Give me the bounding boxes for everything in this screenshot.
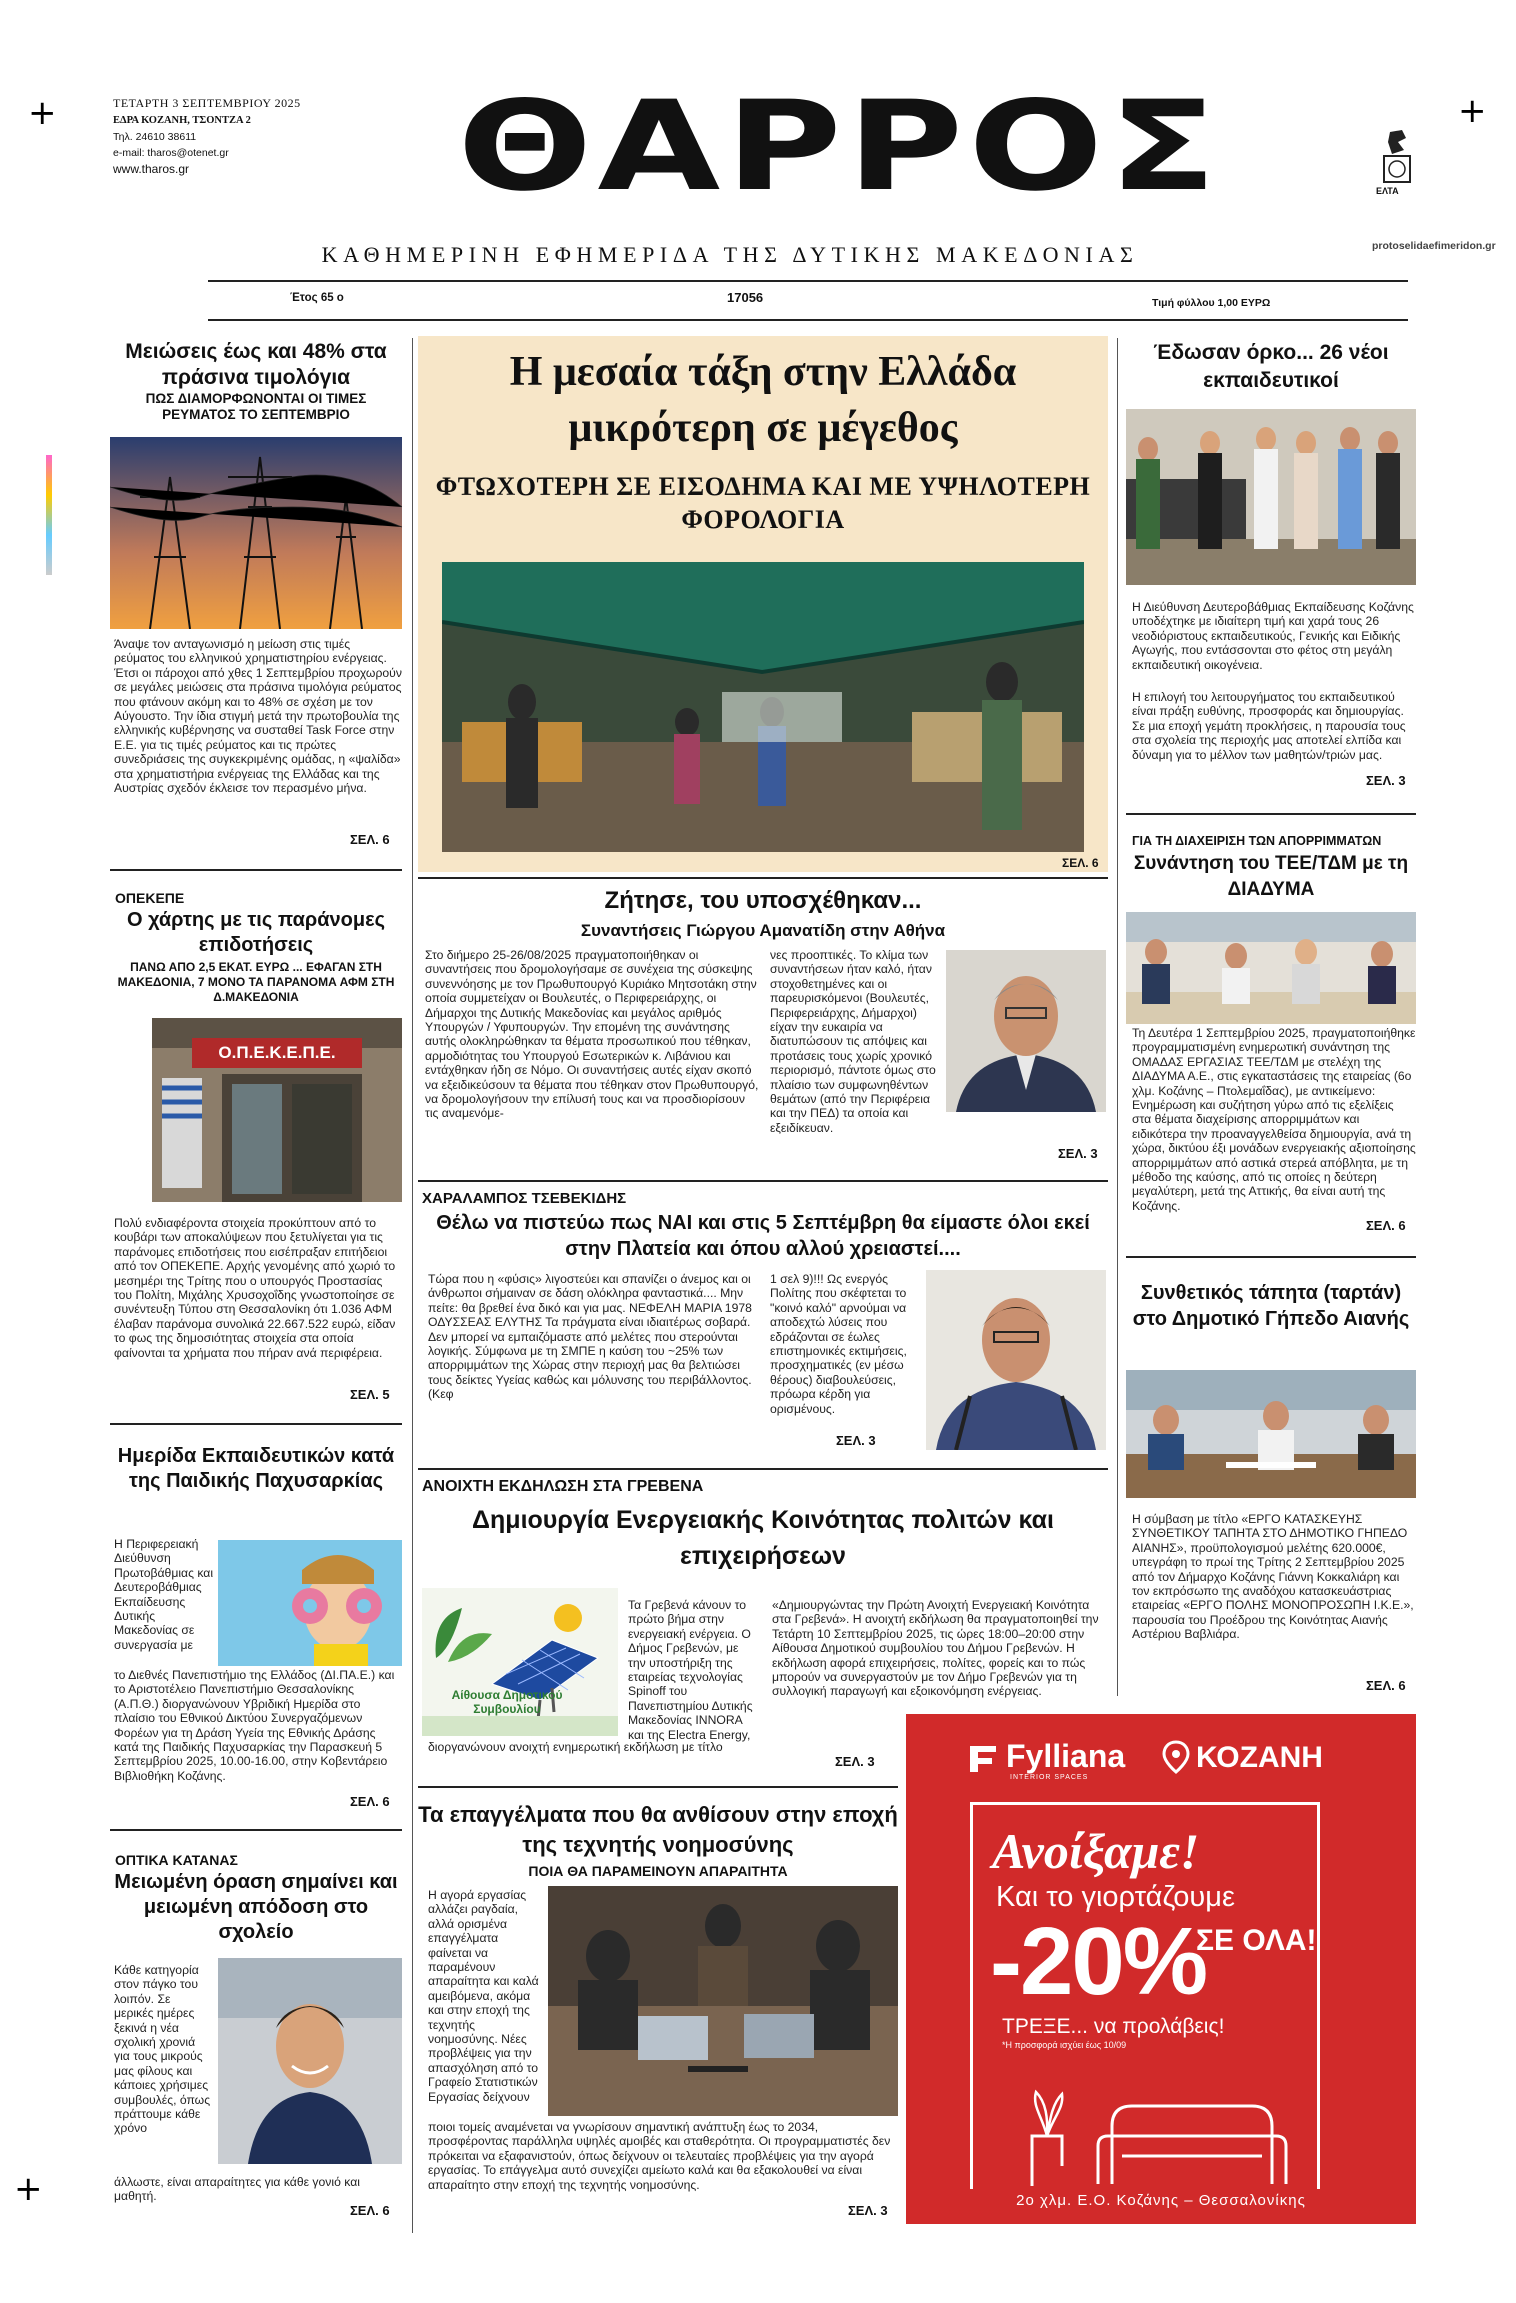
- article-subtitle: ΠΩΣ ΔΙΑΜΟΡΦΩΝΟΝΤΑΙ ΟΙ ΤΙΜΕΣ ΡΕΥΜΑΤΟΣ ΤΟ ΣΕΠΤΕΜΒΡΙΟ: [145, 391, 367, 422]
- section-rule: [1126, 1256, 1416, 1258]
- section-rule: [418, 1468, 1108, 1470]
- page-ref[interactable]: ΣΕΛ. 6: [350, 832, 390, 847]
- masthead-date: ΤΕΤΑΡΤΗ 3 ΣΕΠΤΕΜΒΡΙΟΥ 2025: [113, 96, 301, 110]
- ad-all: ΣΕ ΟΛΑ!: [1196, 1924, 1317, 1957]
- column-rule-right: [1117, 338, 1118, 1696]
- source-label: protoselidaefimeridon.gr: [1372, 240, 1496, 252]
- newspaper-subtitle: ΚΑΘΗΜΕΡΙΝΗ ΕΦΗΜΕΡΙΔΑ ΤΗΣ ΔΥΤΙΚΗΣ ΜΑΚΕΔΟΝΙΑΣ: [321, 242, 1139, 267]
- article-kicker: ΑΝΟΙΧΤΗ ΕΚΔΗΛΩΣΗ ΣΤΑ ΓΡΕΒΕΝΑ: [422, 1478, 704, 1495]
- section-rule: [110, 1423, 402, 1425]
- article-title[interactable]: Τα επαγγέλματα που θα ανθίσουν στην εποχή της τεχνητής νοημοσύνης: [418, 1802, 898, 1857]
- article-body: «Δημιουργώντας την Πρώτη Ανοιχτή Ενεργειακή Κοινότητα στα Γρεβενά». Η ανοιχτή εκδήλωση θα πραγματοποιηθεί την Τετάρτη 10 Σεπτεμβρίου 2025, τις ώρες 18:00–20:00 στην Αίθουσα Δημοτικού συμβουλίου του Δήμου Γρεβενών. Η εκδήλωση αφορά επιχειρήσεις, πολίτες, φορείς και το πώς μπορούν να συνεργαστούν με τον Δήμο Γρεβενών για τη συλλογική παραγωγή και εξοικονόμηση ενέργειας.: [772, 1598, 1099, 1699]
- ad-brand: Fylliana: [1006, 1738, 1126, 1774]
- crop-mark: +: [1458, 91, 1487, 131]
- article-body: Η αγορά εργασίας αλλάζει ραγδαία, αλλά ορισμένα επαγγέλματα φαίνεται να παραμένουν απαραίτητα και καλά αμειβόμενα, ακόμα και στην εποχή της τεχνητής νοημοσύνης. Νέες προβλέψεις για την απασχόληση από το Γραφείο Στατιστικών Εργασίας δείχνουν: [428, 1888, 539, 2104]
- article-title[interactable]: Ζήτησε, του υποσχέθηκαν...: [604, 887, 922, 914]
- newspaper-title: ΘΑΡΡΟΣ: [457, 75, 1223, 219]
- ad-city: ΚΟΖΑΝΗ: [1196, 1741, 1323, 1774]
- article-title[interactable]: Μειώσεις έως και 48% στα πράσινα τιμολόγια: [125, 340, 387, 389]
- article-body: Στο διήμερο 25-26/08/2025 πραγματοποιήθηκαν οι συναντήσεις που δρομολογήσαμε σε συνέχεια της σύσκεψης συνεννόησης με τον Πρωθυπουργό Κυριάκο Μητσοτάκη στην οποία συμμετείχαν οι Βουλευτές, ο Περιφερειάρχης, οι Δήμαρχοι της Δυτικής Μακεδονίας και μεγάλος αριθμός Υπουργών / Υφυπουργών. Την επομένη της συνάντησης αυτής ολοκληρώθηκαν τα θέματα προσωπικού που τέθηκαν, αρμοδιότητας του Υπουργού Εσωτερικών κ. Λιβάνιου και εντάχθηκαν ήδη σε Νόμο. Οι συναντήσεις αυτές είχαν σκοπό να εξειδικεύσουν τα θέματα που τέθηκαν στον Πρωθυπουργό, να δρομολογήσουν την επίλυσή τους και να προσδιορίσουν τις αναμενόμε-: [425, 948, 759, 1121]
- masthead-rule-2: [208, 319, 1408, 321]
- article-title[interactable]: Ο χάρτης με τις παράνομες επιδοτήσεις: [126, 909, 386, 956]
- article-body: το Διεθνές Πανεπιστήμιο της Ελλάδος (ΔΙ.ΠΑ.Ε.) και το Αριστοτέλειο Πανεπιστήμιο Θεσσαλονίκης (Α.Π.Θ.) διοργανώνουν Υβριδική Ημερίδα στο πλαίσιο του Εθνικού Δικτύου Συνεργαζόμενων Φορέων για τη Δράση Υγεία της Εθνικής Δράσης κατά της Παιδικής Παχυσαρκίας την Παρασκευή 5 Σεπτεμβρίου 2025, 10.00-16.00, στην Κοβεντάρειο Βιβλιοθήκη Κοζάνης.: [114, 1668, 395, 1783]
- crop-mark: +: [14, 2169, 43, 2209]
- article-kicker: ΟΠΤΙΚΑ ΚΑΤΑΝΑΣ: [115, 1852, 238, 1868]
- tsevekidis-portrait-photo: [926, 1270, 1106, 1450]
- article-title[interactable]: Συνθετικός τάπητα (ταρτάν) στο Δημοτικό Γήπεδο Αιανής: [1132, 1282, 1410, 1330]
- article-body: 1 σελ 9)!!! Ως ενεργός Πολίτης που σκέφτεται το "κοινό καλό" αρνούμαι να αποδεχτώ λύσεις που εδράζονται σε έωλες επιστημονικές εκτιμήσεις, προσχηματικές (εν μέσω θέρους) διαβουλεύσεις, πρόωρα κέρδη για ορισμένους.: [770, 1272, 907, 1416]
- solar-panel-image: [422, 1588, 618, 1736]
- tee-meeting-photo: [1126, 912, 1416, 1024]
- ad-celebrate: Και το γιορτάζουμε: [996, 1881, 1235, 1913]
- workers-laptops-photo: [548, 1886, 898, 2116]
- article-body: άλλωστε, είναι απαραίτητες για κάθε γονιό και μαθητή.: [114, 2175, 360, 2204]
- page-ref[interactable]: ΣΕΛ. 6: [350, 2203, 390, 2218]
- article-subtitle: Συναντήσεις Γιώργου Αμανατίδη στην Αθήνα: [580, 921, 946, 940]
- article-body: Άναψε τον ανταγωνισμό η μείωση στις τιμές ρεύματος του ελληνικού χρηματιστηρίου ενέργειας. Έτσι οι πάροχοι από χθες 1 Σεπτεμβρίου προχωρούν σε μεγάλες μειώσεις στα πράσινα τιμολόγια ρεύματος που φτάνουν ακόμη και το 48% σε σχέση με τον Αύγουστο. Την ίδια στιγμή μετά την πρωτοβουλία της ελληνικής κυβέρνησης να συσταθεί Task Force στην Ε.Ε. για τις τιμές ρεύματος και τις πρώτες συνεδριάσεις της συγκεκριμένης ομάδας, η «ψαλίδα» στα χρηματιστήρια ενέργειας της Ελλάδας και της Αυστρίας σχεδόν έκλεισε τον περασμένο μήνα.: [114, 637, 402, 796]
- solar-image-caption: Αίθουσα Δημοτικού Συμβουλίου: [451, 1688, 563, 1716]
- article-subtitle: ΠΟΙΑ ΘΑ ΠΑΡΑΜΕΙΝΟΥΝ ΑΠΑΡΑΙΤΗΤΑ: [528, 1863, 788, 1879]
- ad-note: *Η προσφορά ισχύει έως 10/09: [1002, 2040, 1127, 2050]
- section-rule: [418, 1786, 898, 1788]
- page-ref[interactable]: ΣΕΛ. 3: [1058, 1146, 1098, 1161]
- article-body: Η επιλογή του λειτουργήματος του εκπαιδευτικού είναι πράξη ευθύνης, προσφοράς και δημιουργίας. Σε μια εποχή γεμάτη προκλήσεις, η παρουσία τους στα σχολεία της περιοχής μας αποτελεί ελπίδα και δύναμη για το μέλλον των μαθητών/τριών μας.: [1132, 690, 1406, 762]
- optician-portrait-photo: [218, 1958, 402, 2164]
- ad-open: Ανοίξαμε!: [992, 1823, 1200, 1879]
- page-ref[interactable]: ΣΕΛ. 3: [836, 1433, 876, 1448]
- column-rule-left: [412, 338, 413, 2233]
- page-ref[interactable]: ΣΕΛ. 5: [350, 1387, 390, 1402]
- page-ref[interactable]: ΣΕΛ. 6: [1366, 1678, 1406, 1693]
- page-ref[interactable]: ΣΕΛ. 6: [1062, 856, 1099, 870]
- page-ref[interactable]: ΣΕΛ. 6: [350, 1794, 390, 1809]
- market-photo: [442, 562, 1084, 852]
- power-lines-photo: [110, 437, 402, 629]
- elta-stamp-icon: [1380, 128, 1414, 186]
- article-body: Τα Γρεβενά κάνουν το πρώτο βήμα στην ενεργειακή ενέργεια. Ο Δήμος Γρεβενών, με την υποστήριξη της εταιρείας τεχνολογίας Spinoff του Πανεπιστημίου Δυτικής Μακεδονίας INNORA και της Electra Energy,: [628, 1598, 753, 1742]
- article-title[interactable]: Ημερίδα Εκπαιδευτικών κατά της Παιδικής Παχυσαρκίας: [117, 1445, 395, 1492]
- masthead-website[interactable]: www.tharos.gr: [113, 162, 190, 176]
- opekepe-building-photo: [152, 1018, 402, 1202]
- article-title[interactable]: Μειωμένη όραση σημαίνει και μειωμένη απόδοση στο σχολείο: [114, 1871, 398, 1943]
- section-rule: [110, 869, 402, 871]
- child-donut-photo: [218, 1540, 402, 1666]
- ad-hurry: ΤΡΕΞΕ... να προλάβεις!: [1002, 2015, 1225, 2038]
- article-title[interactable]: Συνάντηση του ΤΕΕ/ΤΔΜ με τη ΔΙΑΔΥΜΑ: [1133, 853, 1409, 900]
- page-ref[interactable]: ΣΕΛ. 3: [848, 2203, 888, 2218]
- article-title[interactable]: Δημιουργία Ενεργειακής Κοινότητας πολιτών και επιχειρήσεων: [472, 1506, 1054, 1570]
- page-ref[interactable]: ΣΕΛ. 6: [1366, 1218, 1406, 1233]
- section-rule: [418, 1180, 1108, 1182]
- lead-headline[interactable]: Η μεσαία τάξη στην Ελλάδα μικρότερη σε μέγεθος: [509, 349, 1017, 451]
- article-body: διοργανώνουν ανοιχτή ενημερωτική εκδήλωση με τίτλο: [428, 1740, 723, 1754]
- lead-subtitle: ΦΤΩΧΟΤΕΡΗ ΣΕ ΕΙΣΟΔΗΜΑ ΚΑΙ ΜΕ ΥΨΗΛΟΤΕΡΗ ΦΟΡΟΛΟΓΙΑ: [435, 472, 1091, 534]
- opekepe-sign: Ο.Π.Ε.Κ.Ε.Π.Ε.: [218, 1043, 336, 1062]
- article-body: Τη Δευτέρα 1 Σεπτεμβρίου 2025, πραγματοποιήθηκε προγραμματισμένη ενημερωτική συνάντηση της ΟΜΑΔΑΣ ΕΡΓΑΣΙΑΣ ΤΕΕ/ΤΔΜ με στελέχη της ΔΙΑΔΥΜΑ Α.Ε., στις εγκαταστάσεις της εταιρείας (6ο χλμ. Κοζάνης – Πτολεμαΐδας), με αντικείμενο: Ενημέρωση και συζήτηση γύρω από τις εξελίξεις στα θέματα διαχείρισης απορριμμάτων και ειδικότερα την προαναγγελθείσα δημιουργία, ανά τη χώρα, δικτύου έξι μονάδων ενεργειακής αξιοποίησης απορριμμάτων από αστικά στερεά απόβλητα, με τη μέθοδο της καύσης, από τις οποίες η δεύτερη μεγαλύτερη, μετά της Αττικής, θα είναι αυτή της Κοζάνης.: [1132, 1026, 1416, 1213]
- contract-signing-photo: [1126, 1370, 1416, 1498]
- price-label: Τιμή φύλλου 1,00 ΕΥΡΩ: [1152, 297, 1271, 309]
- masthead-email: e-mail: tharos@otenet.gr: [113, 147, 229, 159]
- issue-number: 17056: [727, 290, 764, 305]
- location-pin-icon: [1162, 1740, 1190, 1774]
- article-body: ποιοι τομείς αναμένεται να γνωρίσουν σημαντική ανάπτυξη έως το 2034, προσφέροντας παράλληλα υψηλές αμοιβές και σταθερότητα. Οι προγραμματιστές δεν πρόκειται να εξαφανιστούν, όπως δείχνουν οι τελευταίες προβλέψεις για την αγορά εργασίας. Το επάγγελμα αυτό συνεχίζει αμείωτο καλά και θα εξακολουθεί να είναι απαραίτητο στην εποχή της τεχνητής νοημοσύνης.: [428, 2120, 891, 2192]
- fylliana-logo-icon: [966, 1742, 1000, 1776]
- page-ref[interactable]: ΣΕΛ. 3: [835, 1754, 875, 1769]
- section-rule: [418, 877, 1108, 879]
- masthead-rule: [208, 280, 1408, 282]
- masthead-title-box: [400, 72, 1280, 222]
- year-label: Έτος 65 ο: [290, 292, 344, 304]
- ad-address: 2ο χλμ. Ε.Ο. Κοζάνης – Θεσσαλονίκης: [1016, 2192, 1306, 2209]
- article-body: Πολύ ενδιαφέροντα στοιχεία προκύπτουν από το κουβάρι των αποκαλύψεων που ξετυλίγεται για τις παράνομες επιδοτήσεις που εισέπραξαν επιτήδειοι από τον ΟΠΕΚΕΠΕ. Αρχής γενομένης από χωριό το μεσημέρι της Τρίτης που ο υπουργός Προστασίας του Πολίτη, Μιχάλης Χρυσοχοΐδης γνωστοποίησε σε συνέντευξη Τύπου στη Θεσσαλονίκη ότι 1.036 ΑΦΜ έλαβαν παράνομα συνολικά 22.667.522 ευρώ, είδαν το φως της δημοσιότητας στοιχεία στα οποία φαίνονται τα χρήματα που πήραν ανά περιφέρεια.: [114, 1216, 396, 1360]
- masthead-phone: Τηλ. 24610 38611: [113, 131, 197, 143]
- article-kicker: ΓΙΑ ΤΗ ΔΙΑΧΕΙΡΙΣΗ ΤΩΝ ΑΠΟΡΡΙΜΜΑΤΩΝ: [1132, 834, 1382, 848]
- article-body: Η Περιφερειακή Διεύθυνση Πρωτοβάθμιας και Δευτεροβάθμιας Εκπαίδευσης Δυτικής Μακεδονίας σε συνεργασία με: [114, 1537, 214, 1652]
- ad-discount: -20%: [990, 1908, 1207, 2015]
- article-body: Κάθε κατηγορία στον πάγκο του λοιπόν. Σε μερικές ημέρες ξεκινά η νέα σχολική χρονιά για τους μικρούς μας φίλους και κάποιες χρήσιμες συμβουλές, όπως πράττουμε κάθε χρόνο: [114, 1963, 211, 2136]
- section-rule: [110, 1829, 402, 1831]
- article-body: Η Διεύθυνση Δευτεροβάθμιας Εκπαίδευσης Κοζάνης υποδέχτηκε με ιδιαίτερη τιμή και χαρά τους 26 νεοδιόριστους εκπαιδευτικούς, Γενικής και Ειδικής Αγωγής, που εντάσσονται στο φέτος στη μεγάλη εκπαιδευτική οικογένεια.: [1132, 600, 1414, 672]
- print-color-bar: [46, 455, 52, 575]
- article-body: νες προοπτικές. Το κλίμα των συναντήσεων ήταν καλό, ήταν στοχοθετημένες και οι παρευρισκόμενοι (Βουλευτές, Περιφερειάρχης, Δήμαρχοι) είχαν την ευκαιρία να διατυπώσουν τις απόψεις και προτάσεις τους χωρίς χρονικό περιορισμό, πάντοτε όμως στο πλαίσιο των συμφωνηθέντων θεμάτων (από την Περιφέρεια και την ΠΕΔ) τα οποία και εξειδίκευαν.: [770, 948, 936, 1135]
- amanatidis-portrait-photo: [946, 950, 1106, 1112]
- ad-brand-small: INTERIOR SPACES: [1010, 1774, 1089, 1781]
- fylliana-advertisement[interactable]: [906, 1714, 1416, 2224]
- crop-mark: +: [28, 93, 57, 133]
- article-title[interactable]: Θέλω να πιστεύω πως ΝΑΙ και στις 5 Σεπτέμβρη θα είμαστε όλοι εκεί στην Πλατεία και όπου αλλού χρειαστεί....: [436, 1212, 1090, 1260]
- masthead-address: ΕΔΡΑ ΚΟΖΑΝΗ, ΤΣΟΝΤΖΑ 2: [113, 115, 251, 126]
- article-subtitle: ΠΑΝΩ ΑΠΟ 2,5 ΕΚΑΤ. ΕΥΡΩ ... ΕΦΑΓΑΝ ΣΤΗ ΜΑΚΕΔΟΝΙΑ, 7 ΜΟΝΟ ΤΑ ΠΑΡΑΝΟΜΑ ΑΦΜ ΣΤΗ Δ.ΜΑΚΕΔΟΝΙΑ: [117, 960, 395, 1004]
- page-ref[interactable]: ΣΕΛ. 3: [1366, 773, 1406, 788]
- section-rule: [1126, 813, 1416, 815]
- teachers-oath-photo: [1126, 409, 1416, 585]
- sofa-plant-icon: [1002, 2066, 1302, 2186]
- article-title[interactable]: Έδωσαν όρκο... 26 νέοι εκπαιδευτικοί: [1153, 341, 1389, 392]
- article-kicker: ΟΠΕΚΕΠΕ: [115, 890, 185, 906]
- article-kicker: ΧΑΡΑΛΑΜΠΟΣ ΤΣΕΒΕΚΙΔΗΣ: [422, 1190, 627, 1207]
- article-body: Η σύμβαση με τίτλο «ΕΡΓΟ ΚΑΤΑΣΚΕΥΗΣ ΣΥΝΘΕΤΙΚΟΥ ΤΑΠΗΤΑ ΣΤΟ ΔΗΜΟΤΙΚΟ ΓΗΠΕΔΟ ΑΙΑΝΗΣ», προϋπολογισμού μελέτης 620.000€, υπεγράφη το πρωί της Τρίτης 2 Σεπτεμβρίου 2025 από τον Δήμαρχο Κοζάνης Γιάννη Κοκκαλιάρη και τον εκπρόσωπο της αναδόχου κατασκευάστριας εταιρείας «ΕΡΓΟ ΠΟΛΗΣ ΜΟΝΟΠΡΟΣΩΠΗ Ι.Κ.Ε.», παρουσία του Προέδρου της Κοινότητας Αιανής Αστέριου Βαβλιάρα.: [1132, 1512, 1414, 1642]
- article-body: Τώρα που η «φύσις» λιγοστεύει και σπανίζει ο άνεμος και οι άνθρωποι σήμαιναν σε δάση ολόκληρα φανταστικά.... Μην πείτε: θα βρεθεί ένα δικό και για μας. ΝΕΦΕΛΗ ΜΑΡΙΑ 1978 ΟΔΥΣΣΕΑΣ ΕΛΥΤΗΣ Τα πράγματα είναι ιδιαιτέρως σοβαρά. Δεν μπορεί να εμπαιζόμαστε από μελέτες που στερούνται λογικής. Σύμφωνα με τη ΣΜΠΕ η καύση του ~25% των απορριμμάτων της Χώρας στην περιοχή μας θα βελτιώσει τους δείκτες Υγείας καθώς και μόλυνσης του περιβάλλοντος. (Κεφ: [428, 1272, 752, 1402]
- elta-label: ΕΛΤΑ: [1376, 186, 1399, 196]
